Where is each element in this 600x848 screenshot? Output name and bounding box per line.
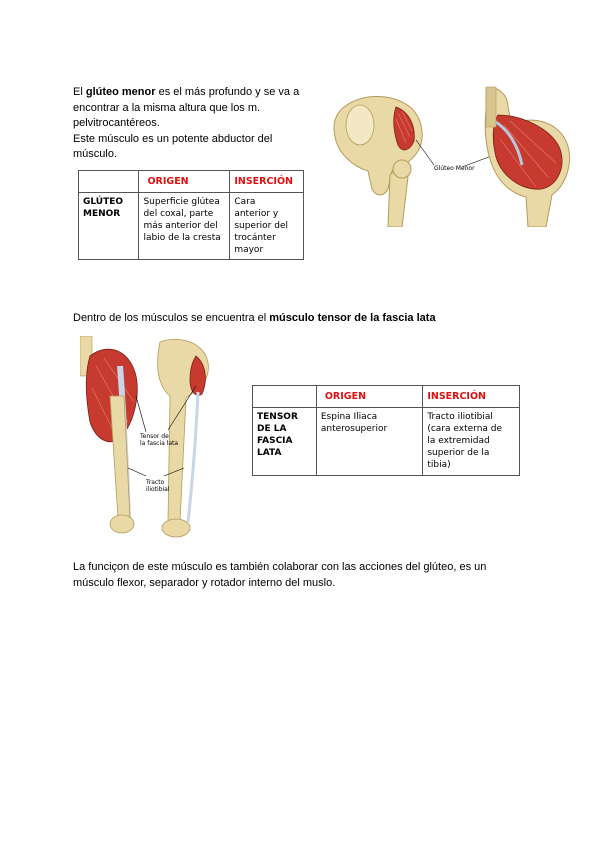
anatomy-image-gluteo-menor: [322, 85, 574, 227]
text-line: Este músculo es un potente abductor del: [73, 132, 273, 145]
text-line: La funciçon de este músculo es también colaborar con las acciones del glúteo, es un: [73, 561, 487, 573]
text-line: encontrar a la misma altura que los m.: [73, 101, 261, 114]
table-tensor-fascia-lata: [252, 385, 520, 476]
leg-illustration: [80, 336, 213, 540]
anatomy-image-tensor-fascia-lata: [80, 336, 213, 540]
bold-term: glúteo menor: [85, 86, 156, 98]
text-line: músculo.: [73, 148, 118, 160]
cell-insercion: Tracto iliotibial (cara externa de la extremidad superior de la tibia): [423, 408, 520, 476]
label-tracto-line2: iliotibial: [146, 486, 170, 493]
text-line: pelvitrocantéreos.: [73, 117, 160, 129]
text-fragment: El: [73, 86, 86, 98]
pelvis-illustration: [322, 85, 574, 227]
text-line: músculo flexor, separador y rotador interno del muslo.: [73, 576, 336, 589]
row-head-gluteo-menor: GLÚTEO MENOR: [79, 193, 139, 260]
header-origen: ORIGEN: [316, 386, 422, 408]
bold-term: músculo tensor de la fascia lata: [269, 312, 436, 324]
header-insercion: INSERCIÓN: [230, 171, 304, 193]
paragraph-gluteo-menor: [73, 85, 313, 163]
table-corner: [253, 386, 317, 408]
cell-origen: Espina Iliaca anterosuperior: [316, 408, 422, 476]
label-tracto-line1: Tracto: [146, 479, 165, 486]
paragraph-funcion: [73, 560, 533, 591]
label-tensor-line1: Tensor de: [140, 433, 169, 440]
label-tensor-line2: la fascia lata: [140, 440, 179, 447]
header-insercion: INSERCIÓN: [423, 386, 520, 408]
cell-insercion: Cara anterior y superior del trocánter mayor: [230, 193, 304, 260]
header-origen: ORIGEN: [139, 171, 230, 193]
row-head-tensor: TENSOR DE LA FASCIA LATA: [253, 408, 317, 476]
label-gluteo-menor: Glúteo Menor: [434, 165, 475, 172]
table-corner: [79, 171, 139, 193]
paragraph-tensor-intro: [73, 311, 493, 327]
text-fragment: Dentro de los músculos se encuentra el: [73, 312, 270, 324]
text-fragment: es el más profundo y se va a: [155, 86, 300, 98]
cell-origen: Superficie glútea del coxal, parte más anterior del labio de la cresta: [139, 193, 230, 260]
table-gluteo-menor: [78, 170, 304, 260]
